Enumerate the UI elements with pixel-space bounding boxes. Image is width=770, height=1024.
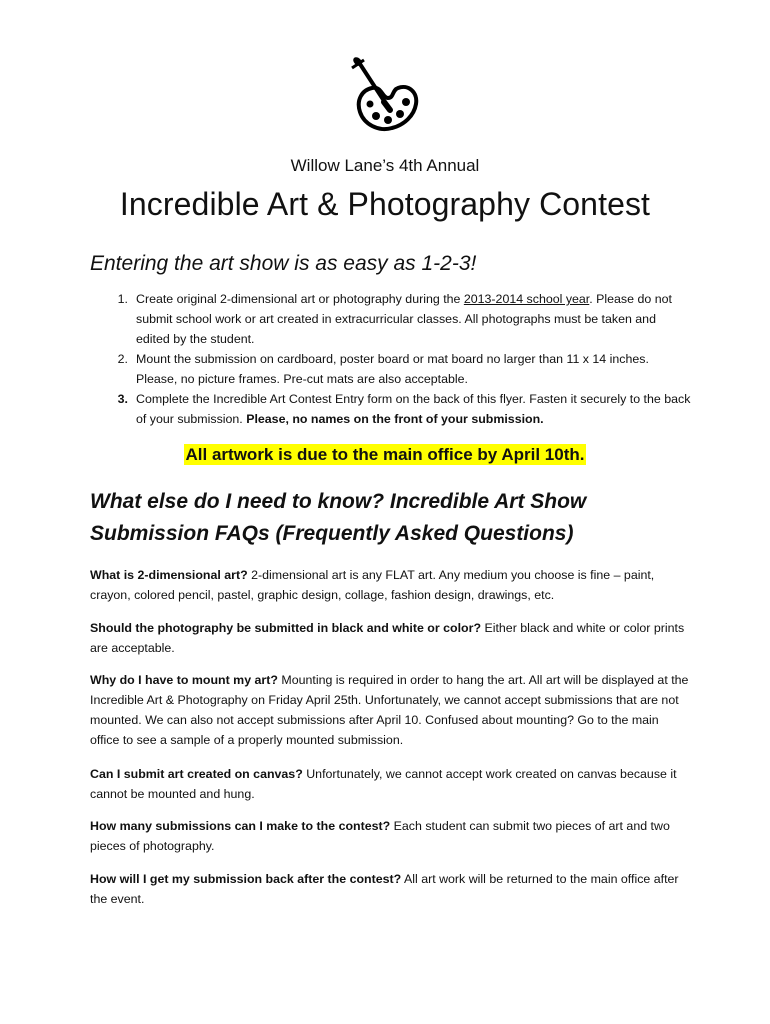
- faq-answer: Either black and white or color prints are acceptable.: [90, 621, 685, 655]
- list-item: [108, 349, 693, 389]
- no-names-warning: Please, no names on the front of your submission.: [246, 412, 544, 426]
- faq-answer: 2-dimensional art is any FLAT art. Any medium you choose is fine – paint, crayon, colored pencil, pastel, graphic design, collage, fashion design, drawings, etc.: [90, 568, 655, 602]
- faq-item: [90, 670, 690, 750]
- entry-steps-list: [108, 289, 693, 429]
- faq-question: How will I get my submission back after the contest?: [90, 872, 402, 886]
- step-text: Complete the Incredible Art Contest Entry form on the back of this flyer. Fasten it securely to the back of your submission.: [136, 392, 691, 426]
- faq-item: [90, 816, 690, 856]
- step-text-continued: . Please do not submit school work or art created in extracurricular classes. All photographs must be taken and edited by the student.: [136, 292, 672, 346]
- contest-title: Incredible Art & Photography Contest: [119, 186, 651, 222]
- step-text: Create original 2-dimensional art or photography during the: [136, 292, 464, 306]
- due-date-notice: [0, 445, 770, 465]
- faq-answer: All art work will be returned to the main office after the event.: [90, 872, 679, 906]
- faq-question: Why do I have to mount my art?: [90, 673, 278, 687]
- palette-with-brush-icon: [342, 54, 426, 138]
- faq-question: What is 2-dimensional art?: [90, 568, 248, 582]
- faq-item: [90, 618, 690, 658]
- faq-answer: Mounting is required in order to hang the art. All art will be displayed at the Incredible Art & Photography on Friday April 25th. Unfortunately, we cannot accept submissions that are not mounted. We can also not accept submissions after April 10. Confused about mounting? Go to the main office to see a sample of a properly mounted submission.: [90, 673, 689, 747]
- faq-answer: Each student can submit two pieces of art and two pieces of photography.: [90, 819, 670, 853]
- faq-question: Can I submit art created on canvas?: [90, 767, 303, 781]
- faq-answer: Unfortunately, we cannot accept work created on canvas because it cannot be mounted and hung.: [90, 767, 677, 801]
- faq-question: How many submissions can I make to the contest?: [90, 819, 391, 833]
- step-text: Mount the submission on cardboard, poster board or mat board no larger than 11 x 14 inches. Please, no picture frames. Pre-cut mats are also acceptable.: [136, 352, 649, 386]
- step-number: 3.: [117, 392, 128, 406]
- intro-heading: Entering the art show is as easy as 1-2-3!: [90, 252, 477, 275]
- faq-item: [90, 764, 690, 804]
- faq-heading: What else do I need to know? Incredible Art Show Submission FAQs (Frequently Asked Questions): [90, 490, 587, 545]
- list-item: [108, 289, 693, 349]
- step-number: 1.: [117, 292, 128, 306]
- step-number: 2.: [117, 352, 128, 366]
- due-date-highlight: All artwork is due to the main office by April 10th.: [185, 445, 585, 464]
- list-item: [108, 389, 693, 429]
- faq-item: [90, 565, 690, 605]
- school-year-underlined: 2013-2014 school year: [463, 292, 590, 306]
- contest-edition-subtitle: Willow Lane’s 4th Annual: [290, 156, 480, 175]
- faq-item: [90, 869, 690, 909]
- faq-question: Should the photography be submitted in black and white or color?: [90, 621, 482, 635]
